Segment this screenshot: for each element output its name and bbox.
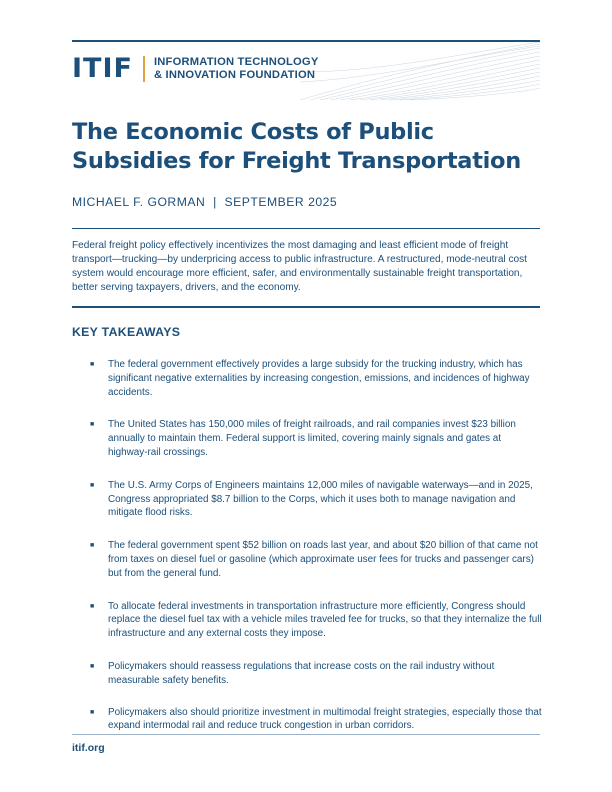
takeaway-item [90, 358, 542, 399]
summary-paragraph: Federal freight policy effectively incentivizes the most damaging and least efficient mode of freight transport—trucking—by underpricing access to public infrastructure. A restructured, mode-neutral cost system would encourage more efficient, safer, and environmentally sustainable freight transportation, better serving taxpayers, drivers, and the economy. [72, 240, 527, 293]
organization-name-line-2: & INNOVATION FOUNDATION [153, 69, 316, 81]
takeaway-text: Policymakers should reassess regulations that increase costs on the rail industry without measurable safety benefits. [108, 660, 495, 686]
logo-divider [143, 56, 145, 82]
takeaway-text: To allocate federal investments in transportation infrastructure more efficiently, Congress should replace the diesel fuel tax with a vehicle miles traveled fee for trucks, so that they internalize the full infrastructure and any external costs they impose. [108, 600, 542, 640]
takeaway-text: The U.S. Army Corps of Engineers maintains 12,000 miles of navigable waterways—and in 2025, Congress appropriated $8.7 billion to the Corps, which it uses both to manage navigation and mitigate flood risks. [108, 479, 533, 519]
author-date-byline: MICHAEL F. GORMAN | SEPTEMBER 2025 [72, 195, 338, 209]
footer-website-link[interactable]: itif.org [72, 742, 105, 754]
logo-wordmark: ITIF [72, 53, 133, 84]
summary-bottom-rule [72, 306, 540, 308]
itif-logo [72, 54, 319, 84]
square-bullet-icon: ■ [90, 662, 95, 670]
takeaway-item [90, 600, 542, 641]
square-bullet-icon: ■ [90, 708, 95, 716]
organization-name [154, 56, 319, 82]
takeaway-text: The United States has 150,000 miles of freight railroads, and rail companies invest $23 billion annually to maintain them. Federal support is limited, covering mainly signals and gates at highway-rail crossings. [108, 419, 516, 458]
takeaway-text: The federal government spent $52 billion on roads last year, and about $20 billion of that came not from taxes on diesel fuel or gasoline (which approximate user fees for trucks and passenger cars) but from the general fund. [108, 540, 538, 579]
organization-name-line-1: INFORMATION TECHNOLOGY [153, 56, 319, 68]
takeaway-text: Policymakers also should prioritize investment in multimodal freight strategies, especially those that expand intermodal rail and reduce truck congestion in urban corridors. [108, 706, 542, 732]
summary-top-rule [72, 228, 540, 229]
key-takeaways-list [90, 358, 542, 733]
footer-rule [72, 734, 540, 735]
takeaway-item [90, 539, 542, 580]
takeaway-item [90, 479, 542, 520]
takeaway-item [90, 660, 542, 688]
header-line-pattern [300, 42, 540, 102]
square-bullet-icon: ■ [90, 361, 95, 368]
square-bullet-icon: ■ [90, 481, 95, 489]
report-title: The Economic Costs of Public Subsidies for Freight Transportation [72, 119, 521, 174]
square-bullet-icon: ■ [90, 542, 95, 550]
square-bullet-icon: ■ [90, 421, 95, 429]
key-takeaways-heading: KEY TAKEAWAYS [72, 325, 181, 339]
square-bullet-icon: ■ [90, 602, 95, 610]
takeaway-item [90, 418, 542, 459]
takeaway-item [90, 706, 542, 734]
takeaway-text: The federal government effectively provides a large subsidy for the trucking industry, which has significant negative externalities by increasing congestion, emissions, and incidences of highway accidents. [108, 359, 530, 398]
